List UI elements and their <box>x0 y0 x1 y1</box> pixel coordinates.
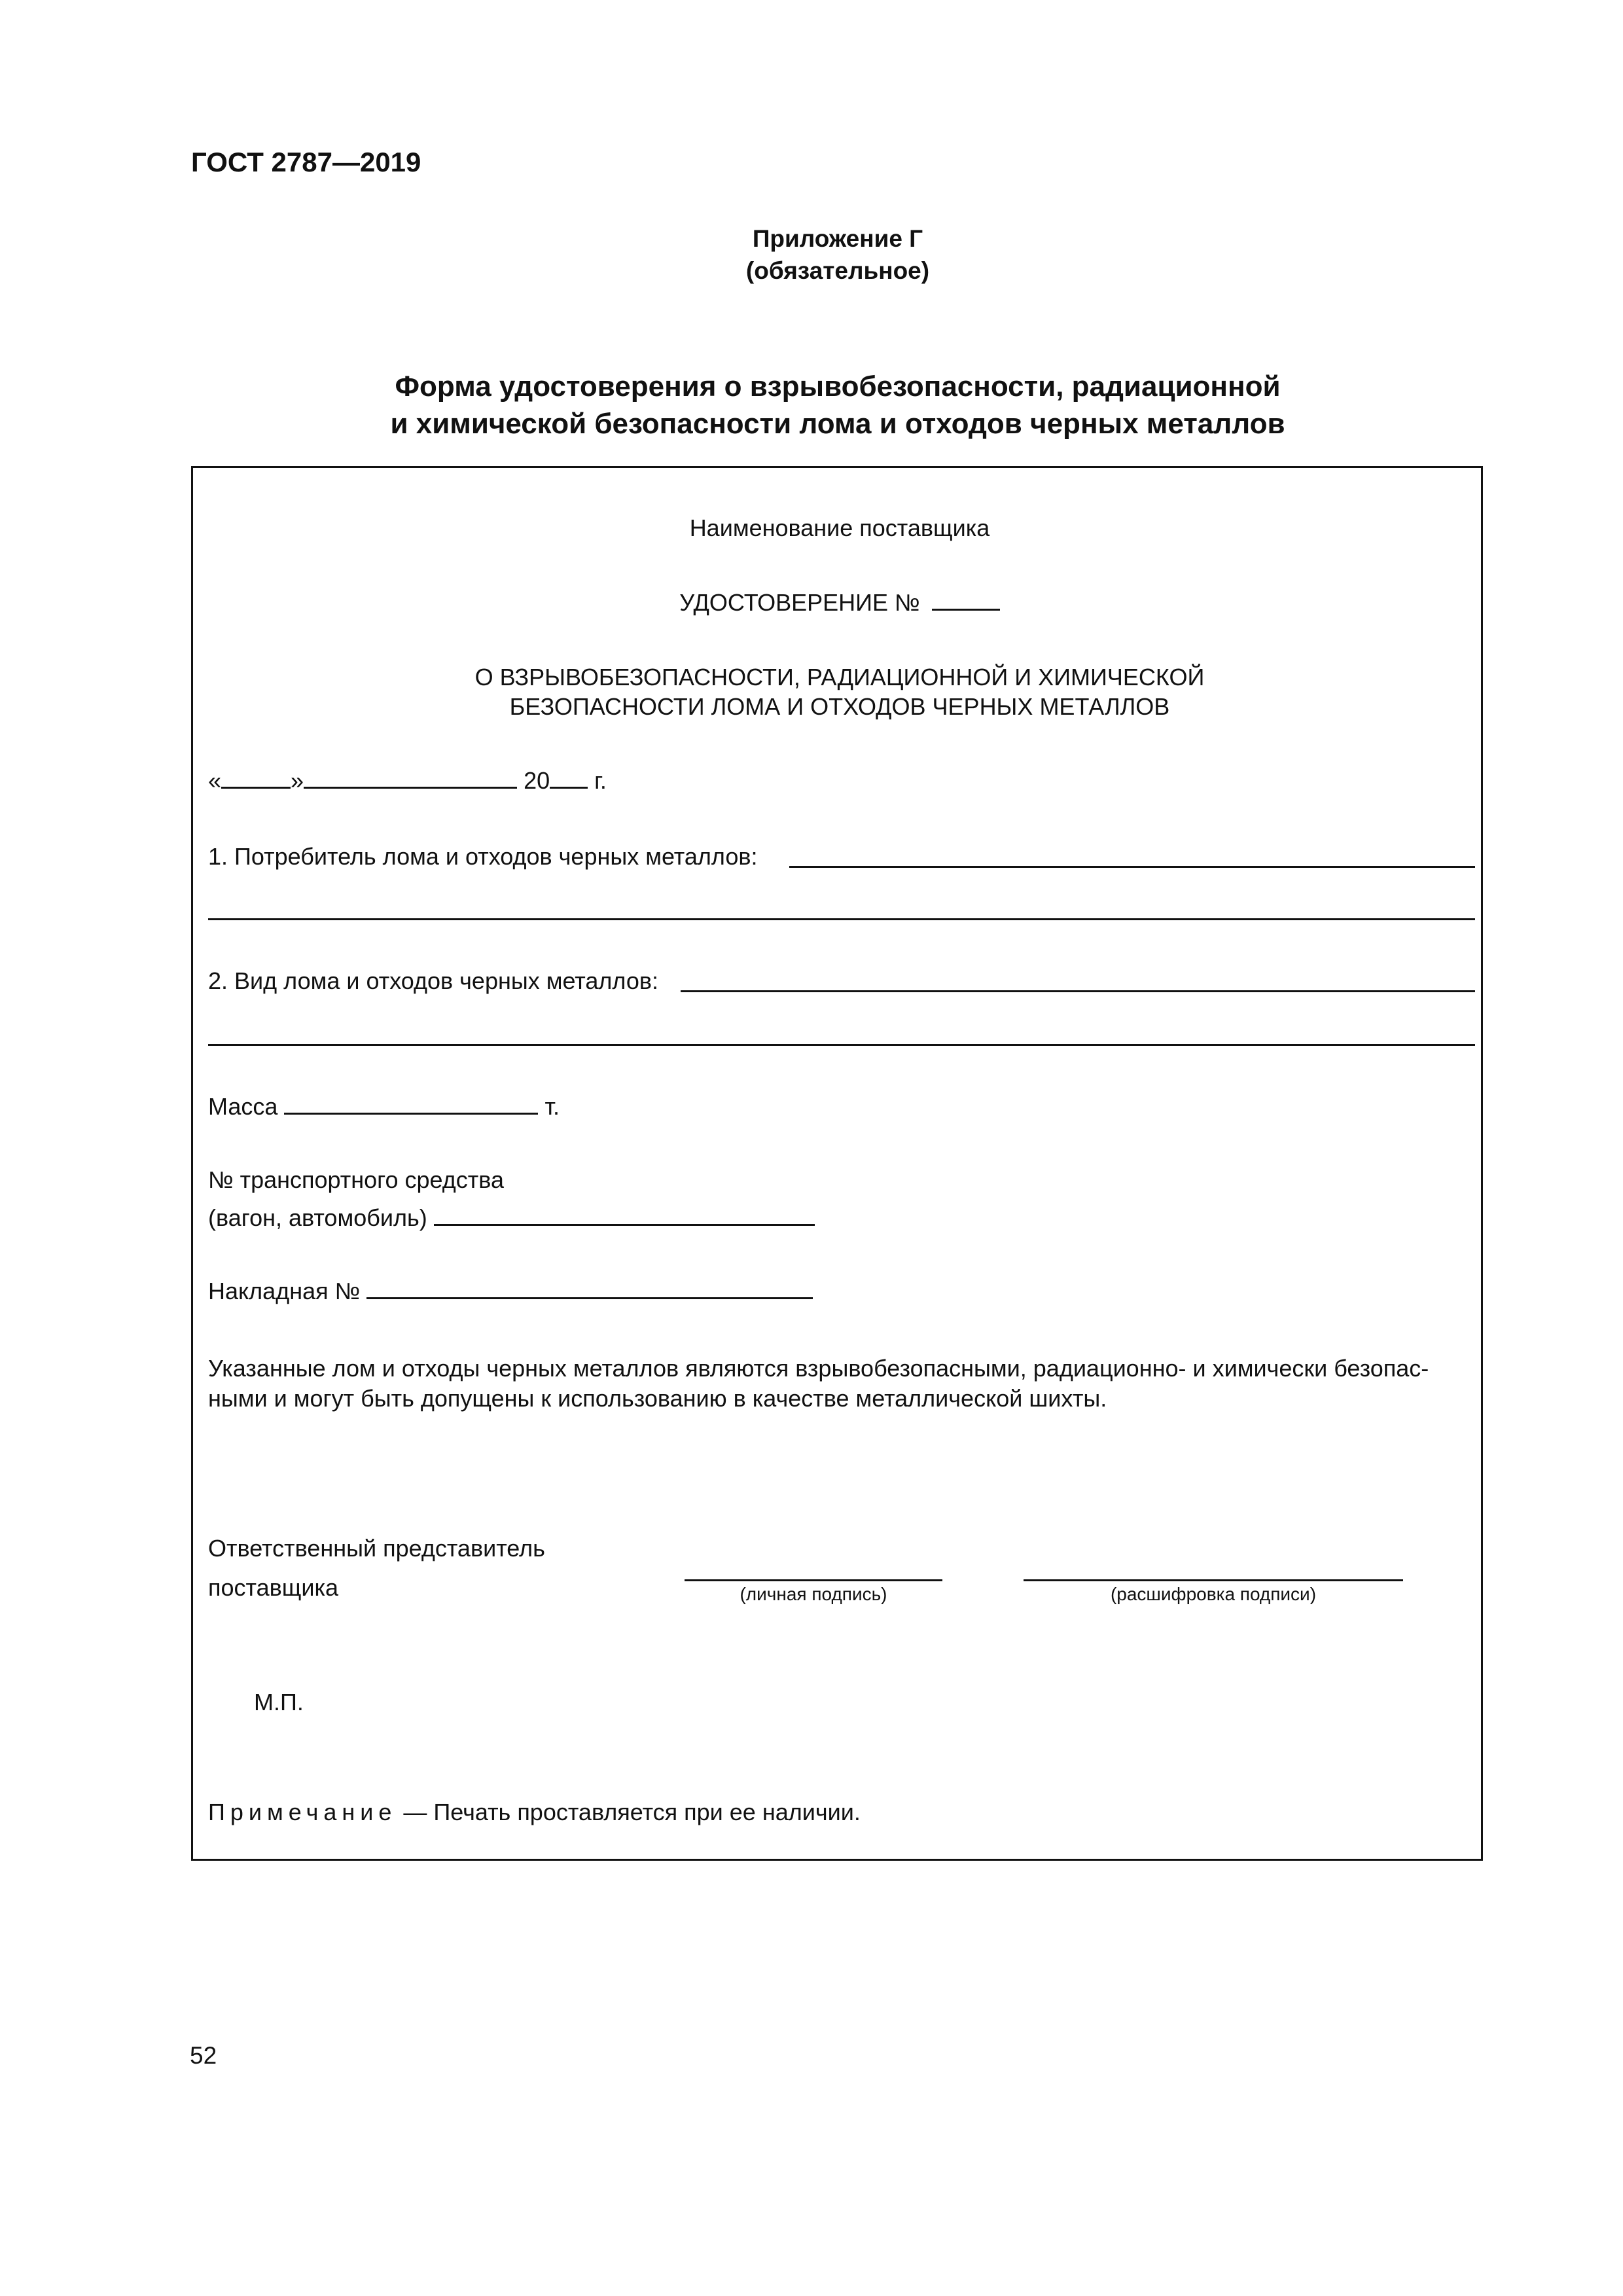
standard-designation: ГОСТ 2787—2019 <box>191 147 421 177</box>
form-title-line-1: Форма удостоверения о взрывобезопасности, радиационной <box>395 370 1281 403</box>
mass-label: Масса <box>208 1093 278 1120</box>
supplier-name-label: Наименование поставщика <box>689 514 990 541</box>
form-title <box>0 368 1623 442</box>
statement-line-1: Указанные лом и отходы черных металлов являются взрывобезопасными, радиационно- и химически безопас- <box>208 1355 1429 1382</box>
mass-line <box>208 1093 560 1121</box>
form-title-line-2: и химической безопасности лома и отходов черных металлов <box>390 408 1285 440</box>
note-label: Примечание <box>208 1799 397 1825</box>
vehicle-line <box>208 1204 815 1232</box>
signature-decoding-caption: (расшифровка подписи) <box>1110 1584 1317 1604</box>
consumer-field[interactable] <box>789 866 1475 868</box>
representative-label <box>208 1529 545 1607</box>
certificate-number-line <box>0 589 1623 617</box>
waybill-number-field[interactable] <box>366 1279 813 1299</box>
appendix-heading <box>0 223 1623 287</box>
vehicle-label-line-2: (вагон, автомобиль) <box>208 1204 427 1231</box>
certificate-subject <box>0 662 1623 721</box>
scrap-type-field[interactable] <box>681 990 1475 992</box>
date-day-field[interactable] <box>221 768 291 789</box>
mass-unit: т. <box>544 1093 560 1120</box>
vehicle-label-line-1: № транспортного средства <box>208 1166 505 1193</box>
date-year-prefix: 20 <box>524 767 550 794</box>
page-number: 52 <box>190 2042 217 2069</box>
signature-caption: (личная подпись) <box>740 1584 887 1604</box>
date-year-suffix: г. <box>594 767 607 794</box>
subject-line-2: БЕЗОПАСНОСТИ ЛОМА И ОТХОДОВ ЧЕРНЫХ МЕТАЛЛОВ <box>509 693 1170 720</box>
certificate-label: УДОСТОВЕРЕНИЕ № <box>679 589 920 616</box>
date-month-field[interactable] <box>304 768 517 789</box>
statement-line-2: ными и могут быть допущены к использованию в качестве металлической шихты. <box>208 1385 1107 1412</box>
note <box>208 1799 861 1826</box>
consumer-field-continuation[interactable] <box>208 918 1475 920</box>
appendix-title: Приложение Г <box>752 225 923 252</box>
stamp-placeholder: М.П. <box>254 1689 304 1715</box>
representative-line-1: Ответственный представитель <box>208 1535 545 1562</box>
statement <box>208 1354 1429 1414</box>
note-text: — Печать проставляется при ее наличии. <box>397 1799 861 1825</box>
appendix-status: (обязательное) <box>745 257 930 284</box>
date-open-quote: « <box>208 767 222 794</box>
scrap-type-field-continuation[interactable] <box>208 1044 1475 1046</box>
signature-field[interactable] <box>685 1579 942 1581</box>
vehicle-number-field[interactable] <box>434 1206 815 1226</box>
date-year-field[interactable] <box>550 768 588 789</box>
date-close-quote: » <box>291 767 304 794</box>
mass-field[interactable] <box>284 1094 538 1115</box>
date-line <box>208 767 607 795</box>
scrap-type-label: 2. Вид лома и отходов черных металлов: <box>208 967 658 994</box>
waybill-line <box>208 1278 813 1305</box>
consumer-label: 1. Потребитель лома и отходов черных металлов: <box>208 843 758 870</box>
subject-line-1: О ВЗРЫВОБЕЗОПАСНОСТИ, РАДИАЦИОННОЙ И ХИМИЧЕСКОЙ <box>474 664 1205 691</box>
waybill-label: Накладная № <box>208 1278 361 1304</box>
certificate-number-field[interactable] <box>932 590 1000 611</box>
signature-decoding-field[interactable] <box>1024 1579 1403 1581</box>
representative-line-2: поставщика <box>208 1574 339 1601</box>
